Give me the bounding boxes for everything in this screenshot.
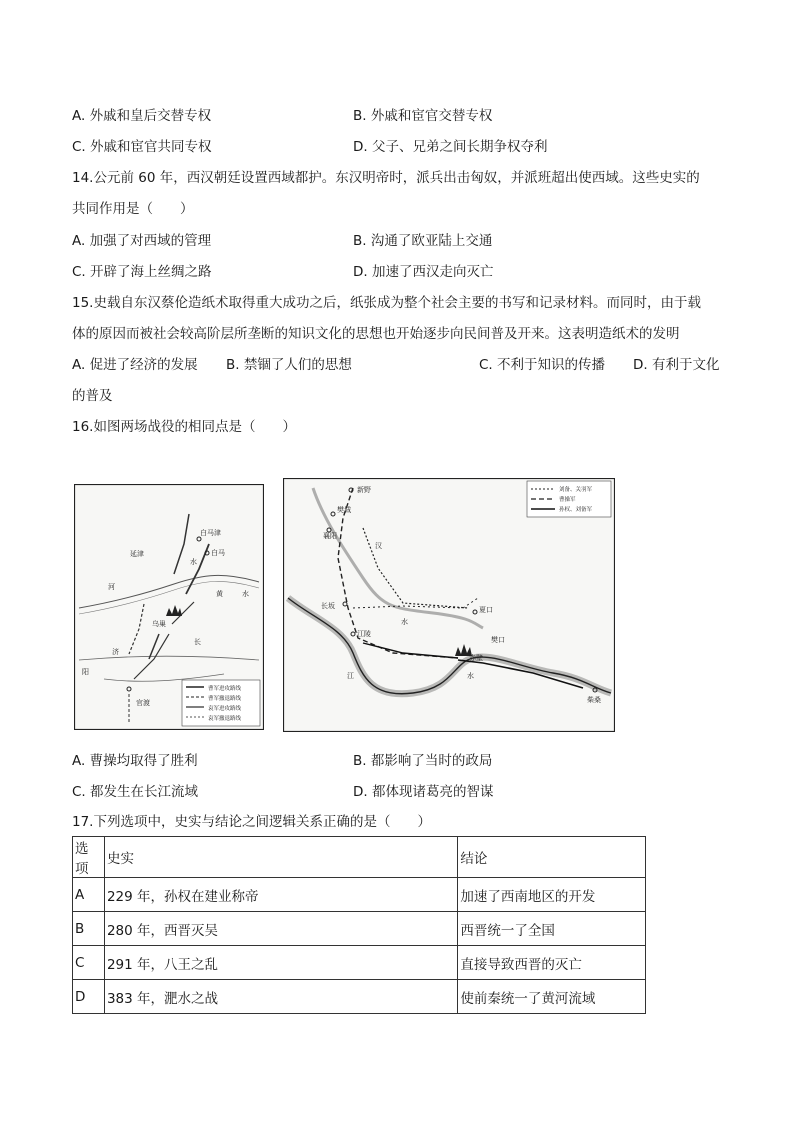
map2-label-xiangyang: 襄阳 <box>323 532 337 540</box>
map2-label-han: 汉 <box>375 542 382 550</box>
q14-option-a: A. 加强了对西域的管理 <box>72 233 212 249</box>
map1-label-he: 河 <box>108 583 115 591</box>
map2-label-shui2: 水 <box>401 618 408 626</box>
q13-option-b: B. 外戚和宦官交替专权 <box>353 108 493 124</box>
map1-label-shui1: 水 <box>190 558 197 566</box>
table-header-cell: 结论 <box>458 837 646 878</box>
q15-option-d-wrap: 的普及 <box>72 388 113 404</box>
q15-stem-line1: 15.史载自东汉蔡伦造纸术取得重大成功之后，纸张成为整个社会主要的书写和记录材料。而同时，由于载 <box>72 295 701 311</box>
map2-label-fankou: 樊口 <box>491 636 505 644</box>
map2-label-chaisang: 柴桑 <box>587 696 601 704</box>
q16-option-d: D. 都体现诸葛亮的智谋 <box>353 784 494 800</box>
map1-label-huang: 黄 <box>216 590 223 598</box>
map2-label-chibi: 赤壁 <box>469 654 483 662</box>
map2-label-shui1: 水 <box>467 672 474 680</box>
q15-option-c: C. 不利于知识的传播 <box>479 357 606 373</box>
map1-label-yanjin: 延津 <box>130 550 144 558</box>
q14-option-c: C. 开辟了海上丝绸之路 <box>72 264 212 280</box>
map2-label-xiakou: 夏口 <box>479 606 493 614</box>
map1-legend-3: 袁军进攻路线 <box>208 706 242 712</box>
q13-option-a: A. 外戚和皇后交替专权 <box>72 108 212 124</box>
table-row <box>73 946 646 980</box>
map2-label-changban: 长坂 <box>321 602 335 610</box>
table-cell: 280 年，西晋灭吴 <box>104 912 457 946</box>
chibi-battle-map <box>283 478 615 732</box>
map2-label-jiang: 江 <box>347 672 354 680</box>
q14-option-b: B. 沟通了欧亚陆上交通 <box>353 233 493 249</box>
table-cell: A <box>73 878 105 912</box>
map1-label-baimajin: 白马津 <box>200 529 221 537</box>
q15-stem-line2: 体的原因而被社会较高阶层所垄断的知识文化的思想也开始逐步向民间普及开来。这表明造纸术的发明 <box>72 326 680 342</box>
table-cell: 229 年，孙权在建业称帝 <box>104 878 457 912</box>
table-cell: 直接导致西晋的灭亡 <box>458 946 646 980</box>
q16-option-c: C. 都发生在长江流域 <box>72 784 199 800</box>
table-row <box>73 980 646 1014</box>
q14-stem-line1: 14.公元前 60 年，西汉朝廷设置西域都护。东汉明帝时，派兵出击匈奴，并派班超出使西域。这些史实的 <box>72 170 700 186</box>
map1-legend-4: 袁军撤退路线 <box>208 716 242 722</box>
map1-label-wuchao: 乌巢 <box>152 620 166 628</box>
table-header-cell: 史实 <box>104 837 457 878</box>
q14-option-d: D. 加速了西汉走向灭亡 <box>353 264 494 280</box>
map1-label-shui2: 水 <box>242 590 249 598</box>
q13-option-d: D. 父子、兄弟之间长期争权夺利 <box>353 139 548 155</box>
q16-stem: 16.如图两场战役的相同点是（ ） <box>72 419 296 435</box>
guandu-battle-map <box>74 484 264 730</box>
table-cell: 使前秦统一了黄河流域 <box>458 980 646 1014</box>
q16-option-b: B. 都影响了当时的政局 <box>353 753 493 769</box>
table-cell: 291 年，八王之乱 <box>104 946 457 980</box>
q14-stem-line2: 共同作用是（ ） <box>72 201 194 217</box>
map1-label-baima: 白马 <box>211 549 225 557</box>
map1-legend-1: 曹军进攻路线 <box>208 686 242 692</box>
q16-option-a: A. 曹操均取得了胜利 <box>72 753 198 769</box>
table-row <box>73 912 646 946</box>
table-cell: 西晋统一了全国 <box>458 912 646 946</box>
q17-stem: 17.下列选项中，史实与结论之间逻辑关系正确的是（ ） <box>72 814 431 830</box>
map1-legend-2: 曹军撤退路线 <box>208 696 242 702</box>
map1-label-chang: 长 <box>194 638 201 646</box>
q15-option-d: D. 有利于文化 <box>633 357 720 373</box>
table-cell: C <box>73 946 105 980</box>
map2-legend-1: 刘备、关羽军 <box>559 487 593 493</box>
q17-table <box>72 836 646 1014</box>
table-row <box>73 878 646 912</box>
table-cell: D <box>73 980 105 1014</box>
map1-label-guandu: 官渡 <box>136 699 150 707</box>
table-header-cell: 选项 <box>73 837 105 878</box>
table-cell: B <box>73 912 105 946</box>
map2-label-xinye: 新野 <box>357 486 371 494</box>
map2-label-jiangling: 江陵 <box>357 630 371 638</box>
table-cell: 383 年，淝水之战 <box>104 980 457 1014</box>
map2-label-fancheng: 樊城 <box>337 506 351 514</box>
q13-option-c: C. 外戚和宦官共同专权 <box>72 139 212 155</box>
q15-option-b: B. 禁锢了人们的思想 <box>226 357 352 373</box>
table-cell: 加速了西南地区的开发 <box>458 878 646 912</box>
table-header-row <box>73 837 646 878</box>
map1-label-ji: 济 <box>112 648 119 656</box>
map2-legend-2: 曹操军 <box>559 497 576 503</box>
map1-label-yang: 阳 <box>82 668 89 676</box>
q15-option-a: A. 促进了经济的发展 <box>72 357 198 373</box>
map2-legend-3: 孙权、刘备军 <box>559 507 593 513</box>
